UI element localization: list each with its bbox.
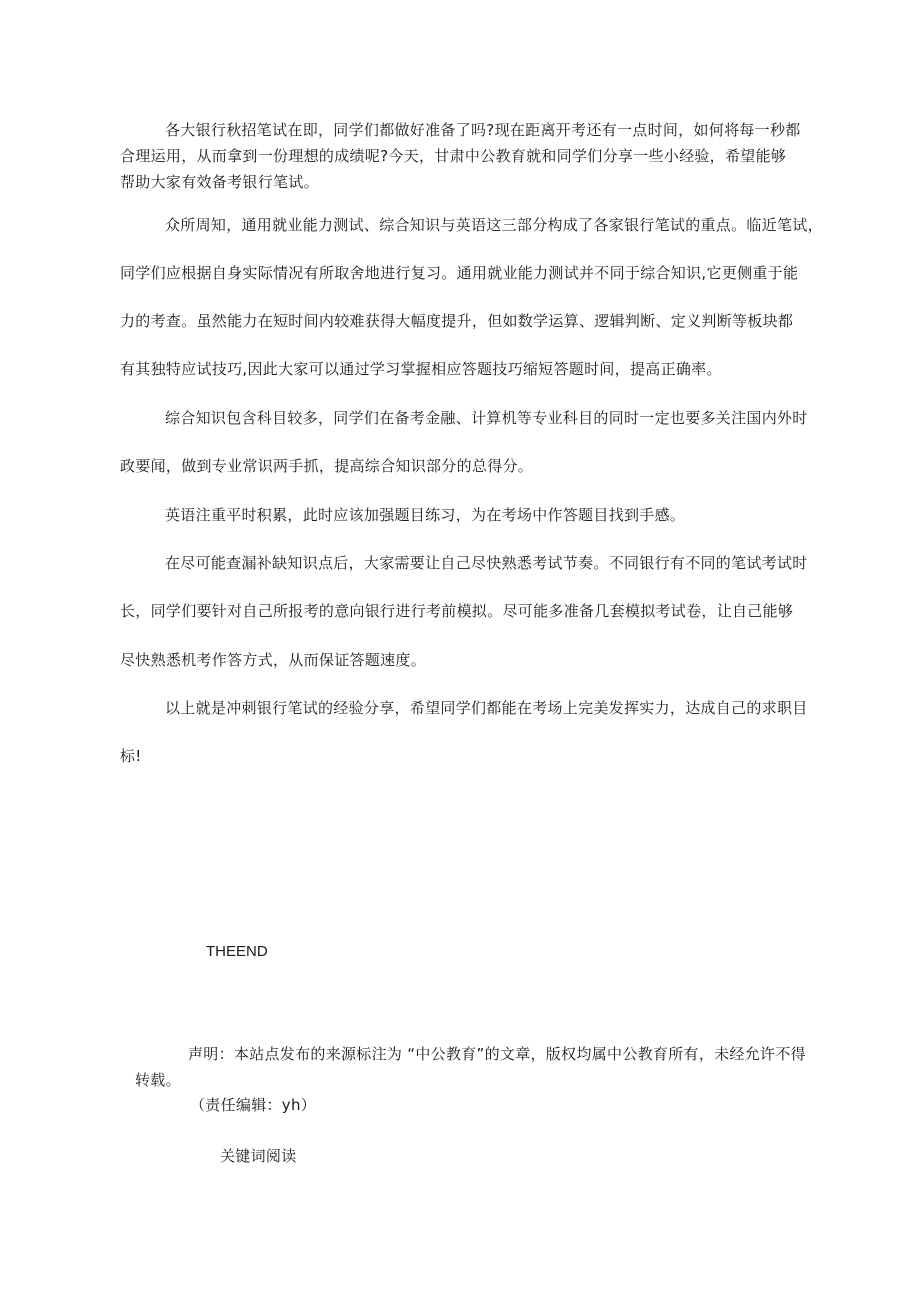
paragraph-5-line-1: 在尽可能查漏补缺知识点后，大家需要让自己尽快熟悉考试节奏。不同银行有不同的笔试考试时 <box>165 554 808 572</box>
editor-credit: （责任编辑：yh） <box>190 1096 317 1114</box>
paragraph-5-line-2: 长，同学们要针对自己所报考的意向银行进行考前模拟。尽可能多准备几套模拟考试卷，让自己能够 <box>120 602 794 620</box>
paragraph-2-line-4: 有其独特应试技巧,因此大家可以通过学习掌握相应答题技巧缩短答题时间，提高正确率。 <box>120 360 722 378</box>
paragraph-2-line-3: 力的考查。虽然能力在短时间内较难获得大幅度提升，但如数学运算、逻辑判断、定义判断等板块都 <box>120 312 794 330</box>
keywords-heading[interactable]: 关键词阅读 <box>220 1147 297 1165</box>
the-end-label: THEEND <box>206 943 268 960</box>
paragraph-1-line-1: 各大银行秋招笔试在即，同学们都做好准备了吗?现在距离开考还有一点时间，如何将每一秒都 <box>165 121 801 139</box>
copyright-statement-line-2: 转载。 <box>135 1071 181 1089</box>
paragraph-4-line-1: 英语注重平时积累，此时应该加强题目练习，为在考场中作答题目找到手感。 <box>165 506 686 524</box>
paragraph-1-line-3: 帮助大家有效备考银行笔试。 <box>120 173 319 191</box>
paragraph-1-line-2: 合理运用，从而拿到一份理想的成绩呢?今天，甘肃中公教育就和同学们分享一些小经验，希望能够 <box>120 147 787 165</box>
paragraph-5-line-3: 尽快熟悉机考作答方式，从而保证答题速度。 <box>120 651 427 669</box>
paragraph-2-line-1: 众所周知，通用就业能力测试、综合知识与英语这三部分构成了各家银行笔试的重点。临近笔试， <box>165 216 823 234</box>
paragraph-2-line-2: 同学们应根据自身实际情况有所取舍地进行复习。通用就业能力测试并不同于综合知识,它更侧重于能 <box>120 264 799 282</box>
paragraph-6-line-2: 标! <box>120 747 142 765</box>
copyright-statement-line-1: 声明：本站点发布的来源标注为 “中公教育”的文章，版权均属中公教育所有，未经允许不得 <box>188 1045 806 1063</box>
paragraph-3-line-2: 政要闻，做到专业常识两手抓，提高综合知识部分的总得分。 <box>120 457 534 475</box>
paragraph-3-line-1: 综合知识包含科目较多，同学们在备考金融、计算机等专业科目的同时一定也要多关注国内外时 <box>165 409 808 427</box>
paragraph-6-line-1: 以上就是冲刺银行笔试的经验分享，希望同学们都能在考场上完美发挥实力，达成自己的求职目 <box>165 699 808 717</box>
